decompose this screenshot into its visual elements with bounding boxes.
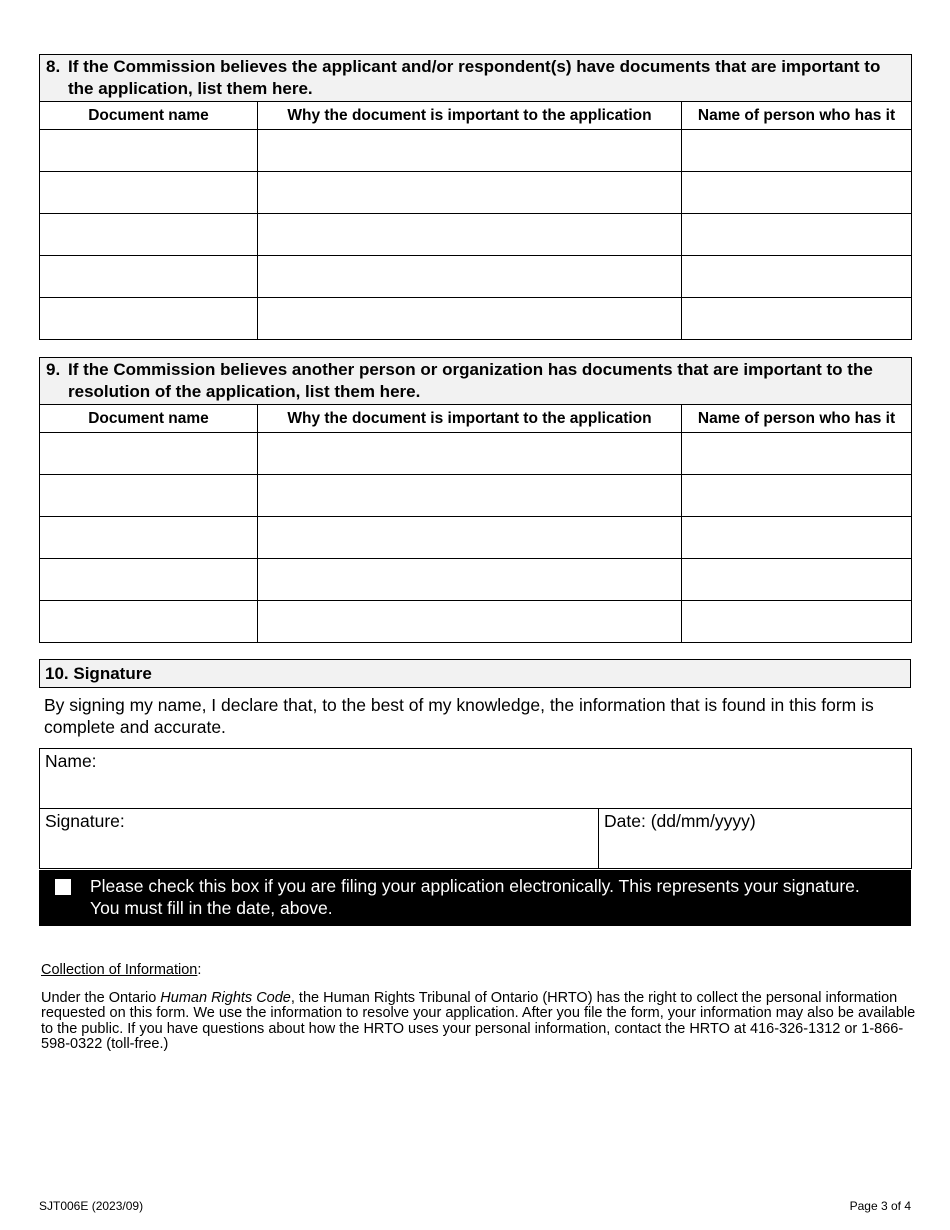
document-name-cell[interactable]	[40, 298, 258, 340]
person-cell[interactable]	[682, 559, 912, 601]
why-important-cell[interactable]	[258, 214, 682, 256]
person-cell[interactable]	[682, 517, 912, 559]
section-question: If the Commission believes the applicant and/or respondent(s) have documents that are important to the application, list them here.	[68, 57, 881, 98]
document-name-cell[interactable]	[40, 172, 258, 214]
table-row	[40, 172, 912, 214]
why-important-cell[interactable]	[258, 475, 682, 517]
date-field[interactable]	[599, 809, 912, 869]
column-header-why-important: Why the document is important to the application	[258, 102, 682, 130]
section-number: 9.	[46, 360, 61, 379]
collection-title-colon: :	[197, 962, 202, 978]
column-header-person: Name of person who has it	[682, 405, 912, 433]
signature-label: Signature:	[45, 811, 125, 831]
table-row	[40, 517, 912, 559]
document-name-cell[interactable]	[40, 475, 258, 517]
collection-title: Collection of Information	[41, 962, 198, 978]
collection-body	[41, 991, 921, 1053]
why-important-cell[interactable]	[258, 298, 682, 340]
document-name-cell[interactable]	[40, 214, 258, 256]
signature-field[interactable]	[40, 809, 599, 869]
name-label: Name:	[45, 751, 97, 771]
declaration-text: By signing my name, I declare that, to the best of my knowledge, the information that is found in this form is complete and accurate.	[44, 695, 874, 737]
page-number: Page 3 of 4	[849, 1199, 911, 1213]
why-important-cell[interactable]	[258, 559, 682, 601]
form-code: SJT006E (2023/09)	[39, 1199, 144, 1213]
table-row	[40, 433, 912, 475]
person-cell[interactable]	[682, 172, 912, 214]
table-row	[40, 214, 912, 256]
table-row	[40, 475, 912, 517]
electronic-filing-banner	[39, 870, 911, 926]
section-9	[39, 357, 911, 643]
document-name-cell[interactable]	[40, 517, 258, 559]
section-8-heading	[40, 55, 912, 102]
column-header-document-name: Document name	[40, 102, 258, 130]
table-row	[40, 601, 912, 643]
why-important-cell[interactable]	[258, 172, 682, 214]
why-important-cell[interactable]	[258, 256, 682, 298]
signature-box	[39, 748, 911, 869]
person-cell[interactable]	[682, 433, 912, 475]
name-field[interactable]	[40, 749, 912, 809]
person-cell[interactable]	[682, 298, 912, 340]
document-name-cell[interactable]	[40, 130, 258, 172]
table-row	[40, 298, 912, 340]
collection-of-information	[41, 963, 921, 1053]
section-number: 8.	[46, 57, 61, 76]
person-cell[interactable]	[682, 475, 912, 517]
collection-body-italic: Human Rights Code	[160, 989, 291, 1006]
document-name-cell[interactable]	[40, 559, 258, 601]
why-important-cell[interactable]	[258, 601, 682, 643]
document-name-cell[interactable]	[40, 433, 258, 475]
collection-body-pre: Under the Ontario	[41, 989, 161, 1006]
section-8-table	[39, 54, 912, 340]
why-important-cell[interactable]	[258, 433, 682, 475]
why-important-cell[interactable]	[258, 130, 682, 172]
section-9-heading	[40, 358, 912, 405]
table-row	[40, 256, 912, 298]
person-cell[interactable]	[682, 601, 912, 643]
collection-body-post: , the Human Rights Tribunal of Ontario (HRTO) has the right to collect the personal information requested on this form. We use the information to resolve your application. After you file the form, your information may also be available to the public. If you have questions about how the HRTO uses your personal information, contact the HRTO at 416-326-1312 or 1-866-598-0322 (toll-free.)	[41, 989, 916, 1052]
date-label: Date: (dd/mm/yyyy)	[604, 811, 756, 831]
section-title: Signature	[73, 664, 152, 683]
table-row	[40, 130, 912, 172]
column-header-document-name: Document name	[40, 405, 258, 433]
electronic-filing-text: Please check this box if you are filing your application electronically. This represents your signature. You must fill in the date, above.	[90, 876, 860, 918]
electronic-filing-checkbox[interactable]	[55, 879, 71, 895]
table-row	[40, 559, 912, 601]
person-cell[interactable]	[682, 130, 912, 172]
section-9-table	[39, 357, 912, 643]
section-question: If the Commission believes another person or organization has documents that are important to the resolution of the application, list them here.	[68, 360, 873, 401]
section-number: 10.	[45, 664, 69, 683]
column-header-why-important: Why the document is important to the application	[258, 405, 682, 433]
document-name-cell[interactable]	[40, 601, 258, 643]
document-name-cell[interactable]	[40, 256, 258, 298]
why-important-cell[interactable]	[258, 517, 682, 559]
person-cell[interactable]	[682, 214, 912, 256]
section-8	[39, 54, 911, 340]
column-header-person: Name of person who has it	[682, 102, 912, 130]
section-10-heading	[39, 659, 911, 688]
person-cell[interactable]	[682, 256, 912, 298]
